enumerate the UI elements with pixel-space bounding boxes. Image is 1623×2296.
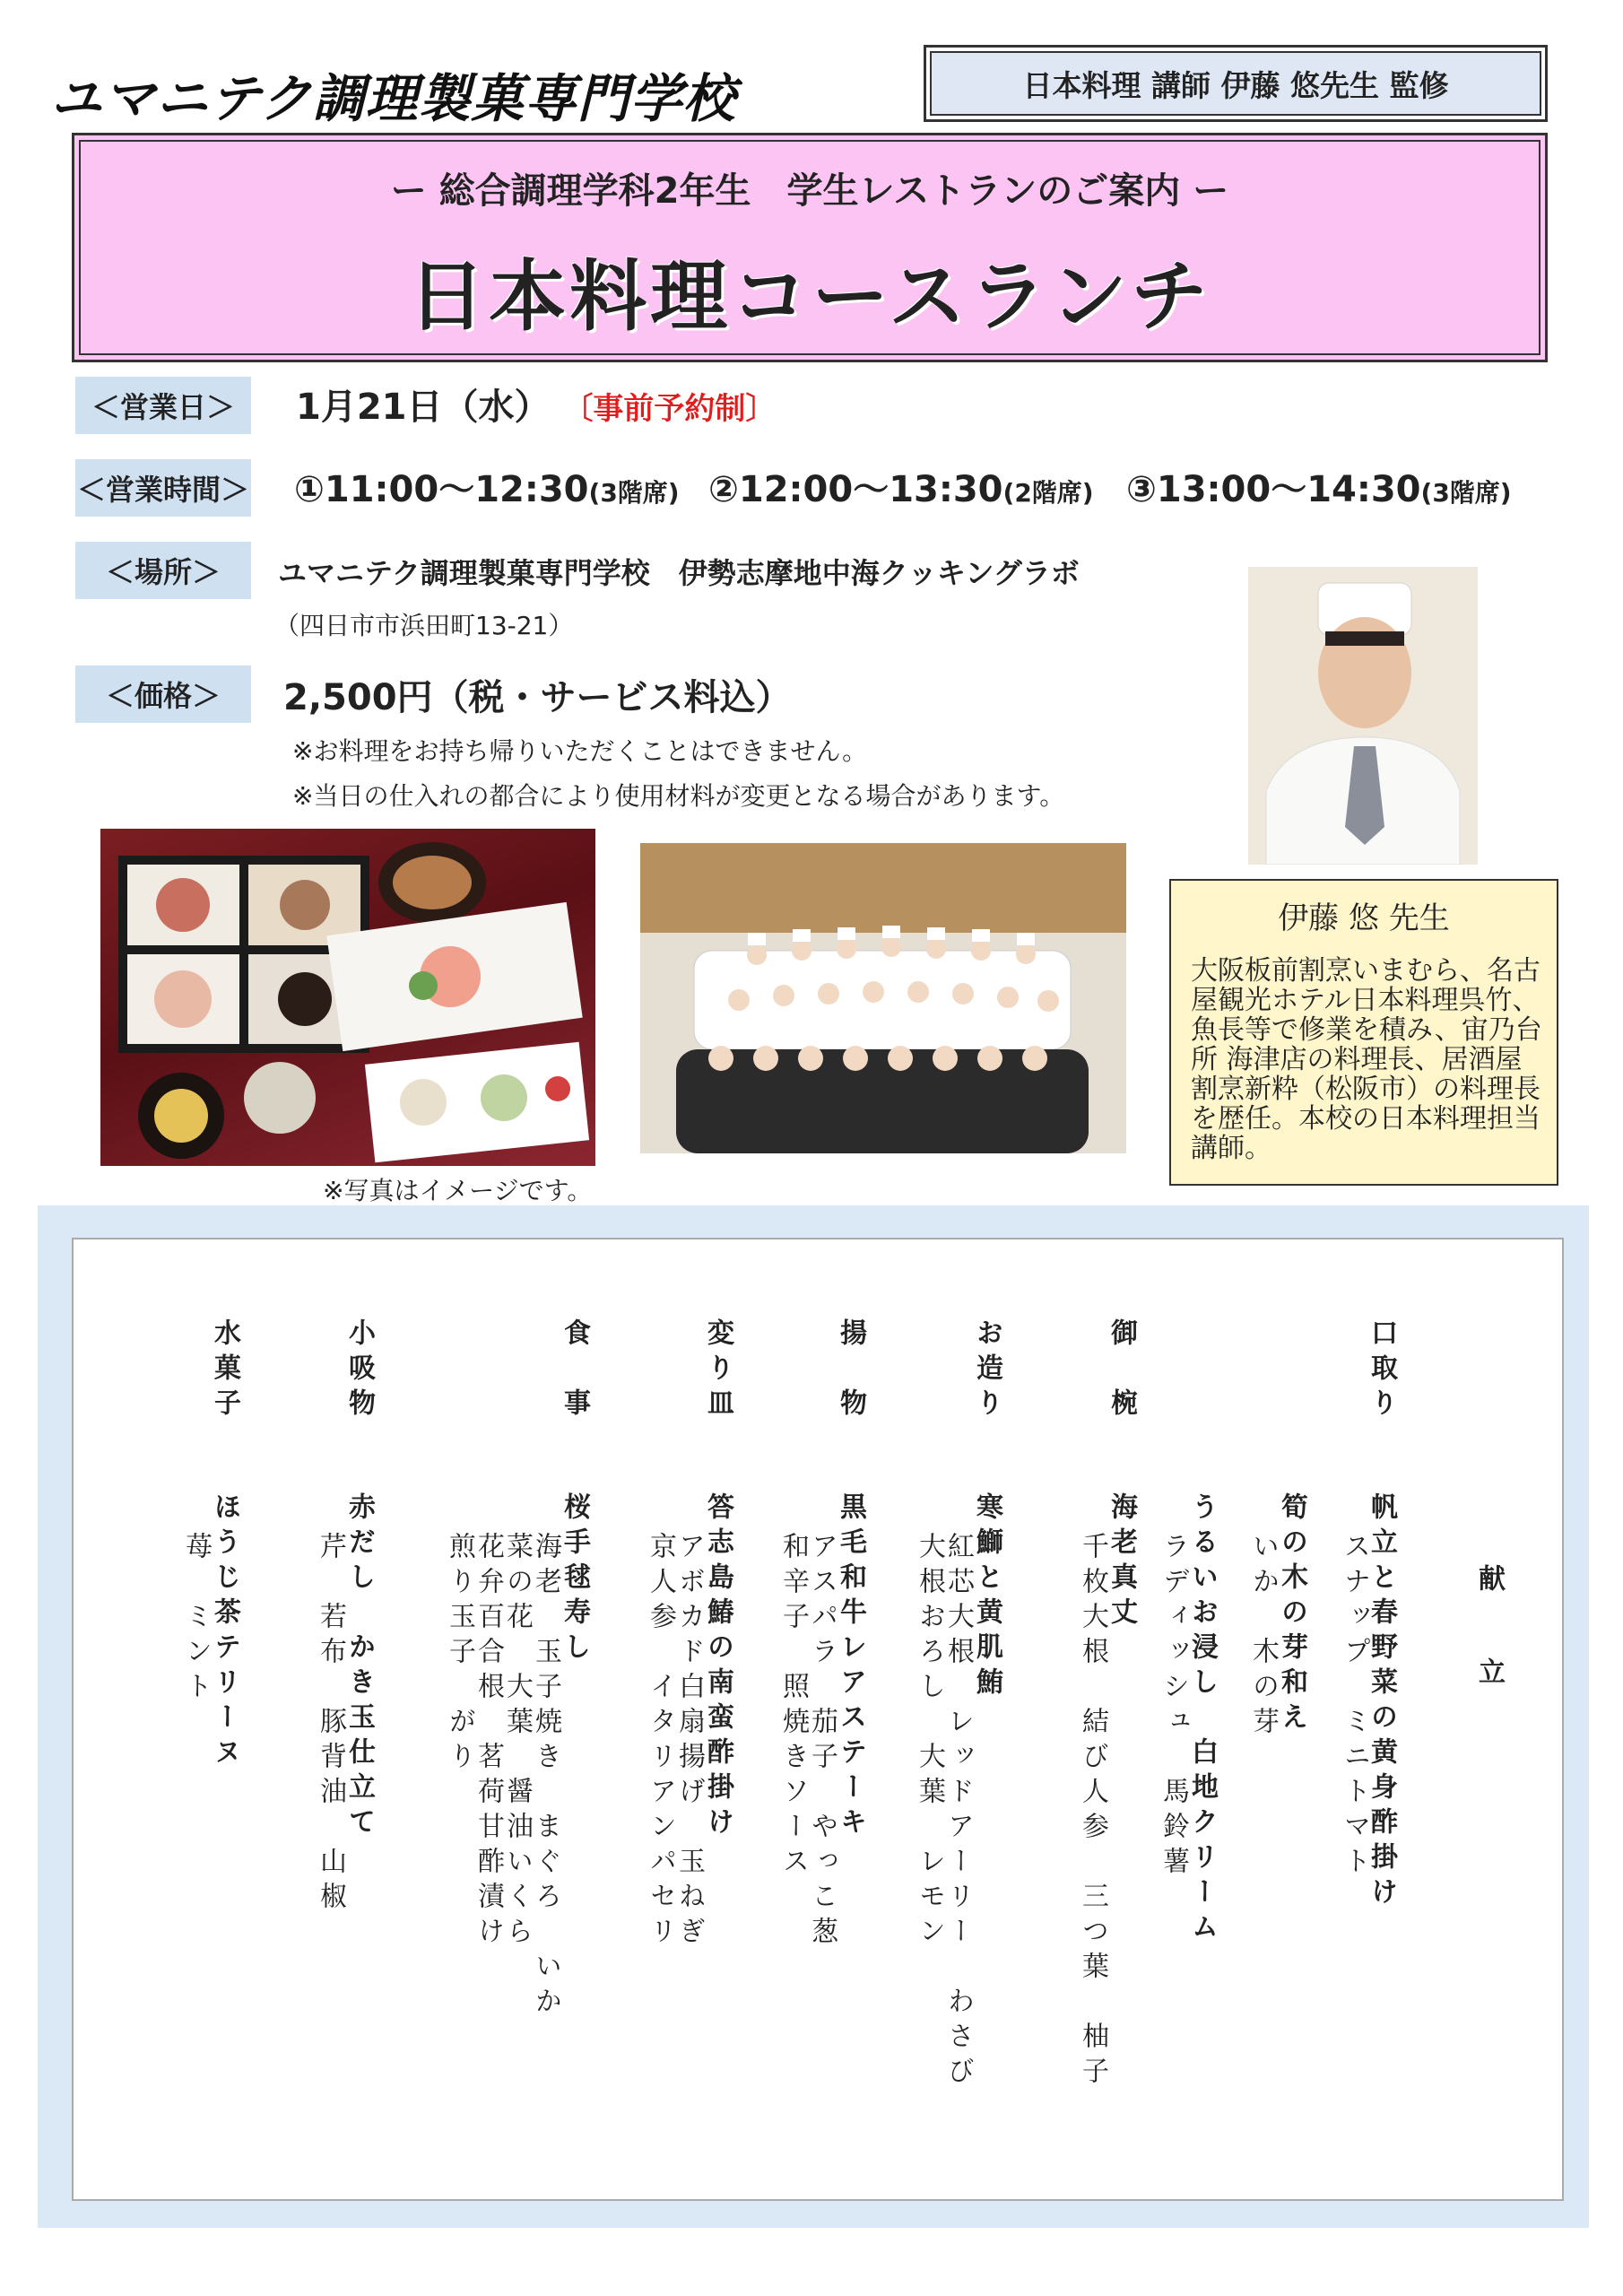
- school-name: ユマニテク調理製菓専門学校: [50, 68, 736, 129]
- menu-category: 小吸物: [343, 1318, 375, 1423]
- menu-category: お造り: [971, 1318, 1002, 1423]
- menu-detail: 大根おろし 大葉 レモン: [914, 1532, 945, 1952]
- date-label: ＜営業日＞: [75, 377, 251, 434]
- menu-detail: 紅芯大根 レッドアーリー わさび: [942, 1532, 974, 2092]
- reservation-note: 〔事前予約制〕: [562, 391, 777, 427]
- time-label: ＜営業時間＞: [75, 459, 251, 517]
- address: （四日市市浜田町13-21）: [274, 611, 574, 640]
- date-text: 1月21日（水）: [296, 387, 551, 428]
- menu-dish: 黒毛和牛レアステーキ: [835, 1492, 866, 1842]
- price-value: 2,500円（税・サービス料込）: [283, 677, 792, 718]
- menu-dish: 寒鰤と黄肌鮪: [971, 1492, 1002, 1702]
- menu-detail: 苺 ミント: [180, 1532, 212, 1707]
- school-logo: [45, 54, 736, 135]
- menu-category: 変り皿: [702, 1318, 733, 1423]
- menu-dish: 桜手毬寿し: [559, 1492, 590, 1667]
- students-photo: [640, 843, 1126, 1153]
- supervisor-box: 日本料理 講師 伊藤 悠先生 監修: [924, 45, 1548, 122]
- bento-image: [100, 829, 595, 1166]
- page-title: 日本料理コースランチ: [408, 252, 1211, 342]
- menu-dish: 海老真丈: [1106, 1492, 1137, 1632]
- date-value: [296, 378, 776, 430]
- menu-dish: 筍の木の芽和え: [1276, 1492, 1307, 1737]
- menu-card: [72, 1238, 1564, 2201]
- menu-dish: 答志島鰆の南蛮酢掛け: [702, 1492, 733, 1842]
- time-slot-3-floor: (3階席): [1420, 478, 1512, 508]
- price-label: ＜価格＞: [75, 665, 251, 723]
- menu-detail: 芹 若布 豚背油 山椒: [315, 1532, 346, 1917]
- menu-heading: 献 立: [1473, 1564, 1505, 1704]
- chef-portrait: [1248, 567, 1478, 865]
- time-slot-3-time: ③13:00～14:30: [1126, 469, 1421, 510]
- time-slot-1-floor: (3階席): [588, 478, 680, 508]
- menu-dish: ほうじ茶テリーヌ: [209, 1492, 240, 1772]
- chef-image: [1248, 567, 1478, 865]
- menu-detail: 菜の花 大葉 醤油いくら: [501, 1532, 533, 1952]
- time-slot-1-time: ①11:00～12:30: [294, 469, 589, 510]
- menu-category: 御 椀: [1106, 1318, 1137, 1423]
- menu-detail: いか 木の芽: [1247, 1532, 1279, 1742]
- time-slot-1: [294, 461, 680, 512]
- menu-dish: うるいお浸し 白地クリーム: [1186, 1492, 1218, 1947]
- instructor-bio: 大阪板前割烹いまむら、名古屋観光ホテル日本料理呉竹、魚長等で修業を積み、宙乃台所 海津店の料理長、居酒屋割烹新粋（松阪市）の料理長を歴任。本校の日本料理担当講師。: [1191, 955, 1542, 1164]
- place-label: ＜場所＞: [75, 542, 251, 599]
- menu-category: 口取り: [1366, 1318, 1397, 1423]
- photo-note: ※写真はイメージです。: [323, 1176, 593, 1205]
- menu-detail: アスパラ 茄子 やっこ葱: [806, 1532, 838, 1952]
- instructor-name: 伊藤 悠 先生: [1278, 900, 1450, 936]
- time-slot-2-floor: (2階席): [1002, 478, 1094, 508]
- menu-detail: 和辛子 照焼きソース: [777, 1532, 809, 1882]
- note-takeout: ※お料理をお持ち帰りいただくことはできません。: [292, 736, 868, 766]
- banner-subtitle: ー 総合調理学科2年生 学生レストランのご案内 ー: [390, 170, 1229, 212]
- menu-detail: アボカド白扇揚げ 玉ねぎ: [673, 1532, 705, 1952]
- time-slot-2-time: ②12:00～13:30: [708, 469, 1003, 510]
- title-banner: [72, 133, 1548, 362]
- place-value: ユマニテク調理製菓専門学校 伊勢志摩地中海クッキングラボ: [278, 556, 1080, 590]
- menu-category: 水菓子: [209, 1318, 240, 1423]
- instructor-profile: [1169, 879, 1558, 1186]
- menu-category: 揚 物: [835, 1318, 866, 1423]
- menu-dish: 帆立と春野菜の黄身酢掛け: [1366, 1492, 1397, 1912]
- menu-detail: スナップ ミニトマト: [1339, 1532, 1370, 1882]
- time-slot-2: [708, 461, 1094, 512]
- menu-category: 食 事: [559, 1318, 590, 1423]
- menu-detail: 京人参 イタリアンパセリ: [645, 1532, 676, 1952]
- menu-detail: ラディッシュ 馬鈴薯: [1158, 1532, 1189, 1882]
- menu-dish: 赤だし かき玉仕立て: [343, 1492, 375, 1842]
- menu-detail: 海老 玉子焼き まぐろ いか: [530, 1532, 561, 2022]
- food-photo: [100, 829, 595, 1166]
- students-group-image: [640, 843, 1126, 1153]
- menu-detail: 煎り玉子 がり: [444, 1532, 475, 1777]
- note-ingredients: ※当日の仕入れの都合により使用材料が変更となる場合があります。: [292, 781, 1065, 811]
- menu-detail: 花弁百合根 茗荷甘酢漬け: [473, 1532, 504, 1952]
- menu-detail: 千枚大根 結び人参 三つ葉 柚子: [1077, 1532, 1108, 2092]
- time-slot-3: [1126, 461, 1512, 512]
